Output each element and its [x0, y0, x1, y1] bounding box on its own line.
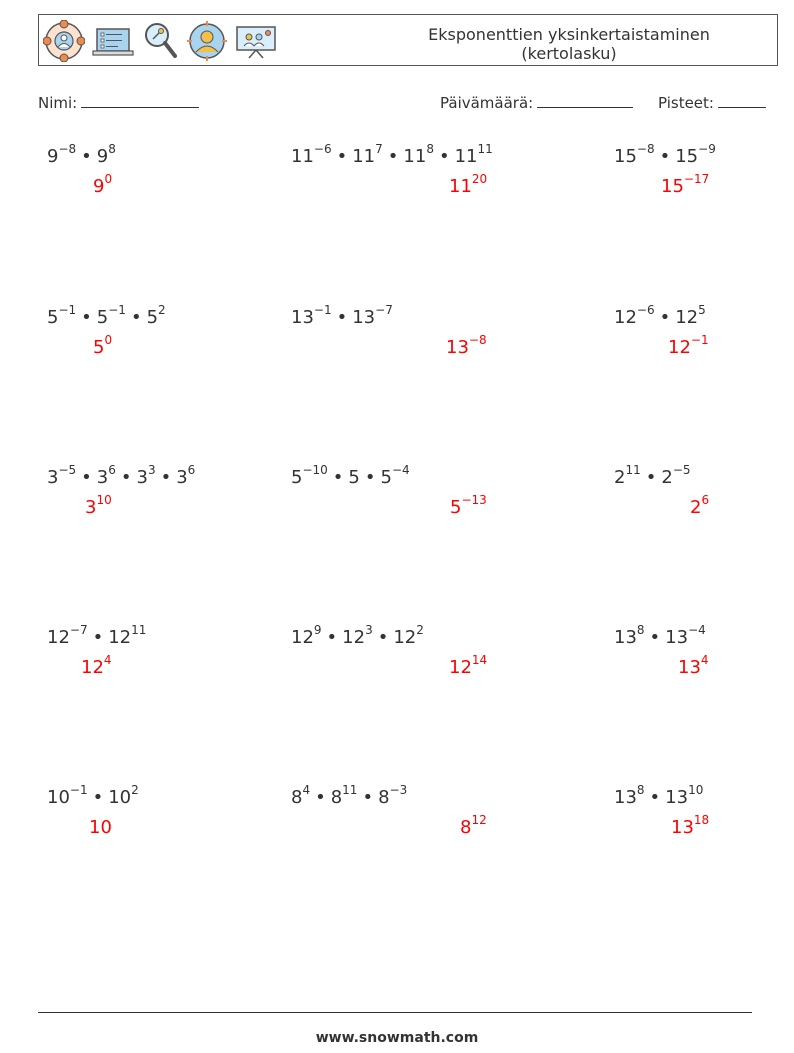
problem-expression — [614, 303, 706, 328]
base: 10 — [108, 787, 132, 808]
base: 5 — [380, 467, 392, 488]
answer-power — [93, 333, 113, 358]
answer-power — [449, 653, 488, 678]
exponent: 6 — [108, 463, 116, 477]
exponent: 8 — [636, 783, 645, 797]
exponent: 4 — [302, 783, 311, 797]
base: 5 — [348, 467, 360, 488]
multiply-dot: • — [362, 787, 374, 808]
score-label: Pisteet: — [658, 94, 714, 112]
power-term — [291, 783, 311, 808]
exponent: 9 — [313, 623, 322, 637]
presentation-board-icon — [235, 20, 277, 62]
power-term — [454, 142, 493, 167]
base: 10 — [47, 787, 70, 808]
base: 12 — [675, 307, 699, 328]
power-term — [47, 303, 77, 328]
exponent: 11 — [625, 463, 641, 477]
exponent: 8 — [426, 142, 434, 156]
base: 5 — [47, 307, 59, 328]
base: 8 — [330, 787, 343, 808]
power-term — [614, 783, 645, 808]
power-term — [393, 623, 424, 648]
multiply-dot: • — [332, 467, 344, 488]
base: 12 — [668, 337, 691, 358]
answer — [81, 653, 112, 678]
exponent: −1 — [690, 333, 709, 347]
multiply-dot: • — [649, 627, 661, 648]
exponent: −6 — [636, 303, 655, 317]
footer-divider — [38, 1012, 752, 1013]
exponent: −1 — [69, 783, 88, 797]
base: 3 — [136, 467, 148, 488]
base: 8 — [460, 817, 472, 838]
base: 12 — [81, 657, 104, 678]
worksheet-header — [38, 14, 778, 66]
answer-power — [690, 493, 710, 518]
exponent: −7 — [69, 623, 88, 637]
base: 2 — [661, 467, 673, 488]
base: 13 — [614, 627, 637, 648]
problem-expression — [291, 463, 410, 488]
exponent: 2 — [131, 783, 139, 797]
answer — [450, 493, 487, 518]
base: 13 — [614, 787, 637, 808]
multiply-dot: • — [377, 627, 389, 648]
base: 13 — [678, 657, 701, 678]
power-term — [378, 783, 408, 808]
problem-expression — [47, 463, 196, 488]
power-term — [176, 463, 196, 488]
name-field[interactable] — [38, 93, 199, 112]
name-blank[interactable] — [81, 93, 199, 108]
base: 13 — [446, 337, 469, 358]
multiply-dot: • — [92, 627, 104, 648]
exponent: −13 — [461, 493, 487, 507]
power-term — [96, 463, 116, 488]
exponent: −5 — [58, 463, 77, 477]
exponent: 11 — [342, 783, 358, 797]
base: 13 — [665, 787, 689, 808]
base: 3 — [47, 467, 59, 488]
exponent: 0 — [104, 333, 113, 347]
exponent: −8 — [468, 333, 487, 347]
power-term — [47, 623, 88, 648]
problem-expression — [47, 142, 116, 167]
answer-power — [449, 172, 488, 197]
problem-expression — [614, 783, 704, 808]
base: 13 — [291, 307, 314, 328]
answer-power — [450, 493, 487, 518]
base: 11 — [291, 146, 314, 167]
exponent: 0 — [104, 172, 113, 186]
answer-power — [661, 172, 710, 197]
exponent: 7 — [375, 142, 383, 156]
base: 12 — [47, 627, 70, 648]
answer — [661, 172, 710, 197]
base: 12 — [342, 627, 366, 648]
power-term — [108, 623, 147, 648]
exponent: −8 — [636, 142, 655, 156]
exponent: 2 — [158, 303, 166, 317]
answer-power — [668, 333, 709, 358]
exponent: −9 — [698, 142, 716, 156]
base: 11 — [454, 146, 478, 167]
answer — [446, 333, 487, 358]
magnifier-icon — [141, 20, 179, 62]
base: 10 — [89, 817, 112, 838]
answer-power — [671, 813, 710, 838]
power-term — [291, 142, 332, 167]
multiply-dot: • — [92, 787, 104, 808]
multiply-dot: • — [387, 146, 399, 167]
date-label: Päivämäärä: — [440, 94, 534, 112]
multiply-dot: • — [659, 146, 671, 167]
base: 3 — [176, 467, 188, 488]
answer — [449, 172, 488, 197]
base: 13 — [665, 627, 689, 648]
base: 12 — [449, 657, 472, 678]
multiply-dot: • — [130, 307, 142, 328]
answer — [671, 813, 710, 838]
exponent: 12 — [471, 813, 487, 827]
laptop-checklist-icon — [92, 20, 134, 62]
problem-expression — [614, 623, 706, 648]
exponent: 20 — [471, 172, 488, 186]
power-term — [47, 463, 77, 488]
problem-expression — [614, 463, 691, 488]
power-term — [342, 623, 373, 648]
multiply-dot: • — [364, 467, 376, 488]
base: 2 — [614, 467, 626, 488]
exponent: 11 — [131, 623, 147, 637]
exponent: −1 — [58, 303, 77, 317]
exponent: 10 — [96, 493, 112, 507]
exponent: 8 — [636, 623, 645, 637]
answer-power — [81, 653, 112, 678]
date-blank[interactable] — [537, 93, 633, 108]
power-term — [380, 463, 410, 488]
exponent: −3 — [389, 783, 408, 797]
answer-power — [446, 333, 487, 358]
base: 13 — [352, 307, 376, 328]
title-line-2: (kertolasku) — [521, 44, 617, 63]
power-term — [614, 303, 655, 328]
power-term — [291, 463, 328, 488]
exponent: 2 — [416, 623, 424, 637]
power-term — [675, 142, 716, 167]
base: 9 — [47, 146, 59, 167]
answer-power — [460, 813, 487, 838]
name-label: Nimi: — [38, 94, 78, 112]
power-term — [614, 463, 641, 488]
user-target-icon — [186, 20, 228, 62]
power-term — [675, 303, 706, 328]
exponent: 18 — [693, 813, 710, 827]
exponent: −10 — [302, 463, 328, 477]
score-field[interactable] — [658, 93, 766, 112]
power-term — [47, 142, 77, 167]
exponent: −5 — [672, 463, 691, 477]
base: 11 — [352, 146, 376, 167]
power-term — [348, 467, 359, 488]
power-term — [614, 142, 655, 167]
answer — [690, 493, 710, 518]
base: 12 — [393, 627, 417, 648]
header-icons — [43, 20, 277, 62]
problem-expression — [47, 623, 147, 648]
power-term — [352, 303, 393, 328]
base: 15 — [661, 176, 684, 197]
power-term — [352, 142, 383, 167]
power-term — [47, 783, 88, 808]
multiply-dot: • — [649, 787, 661, 808]
problem-expression — [47, 303, 166, 328]
multiply-dot: • — [645, 467, 657, 488]
base: 9 — [93, 176, 105, 197]
answer-power — [85, 493, 112, 518]
exponent: −8 — [58, 142, 77, 156]
problem-expression — [47, 783, 139, 808]
answer-power — [678, 653, 709, 678]
answer — [678, 653, 709, 678]
power-term — [665, 623, 706, 648]
exponent: 8 — [108, 142, 116, 156]
power-term — [614, 623, 645, 648]
multiply-dot: • — [438, 146, 450, 167]
answer-power — [93, 172, 113, 197]
base: 5 — [96, 307, 109, 328]
problem-expression — [291, 783, 408, 808]
base: 15 — [614, 146, 637, 167]
power-term — [661, 463, 691, 488]
multiply-dot: • — [659, 307, 671, 328]
exponent: −4 — [688, 623, 706, 637]
power-term — [136, 463, 156, 488]
exponent: −7 — [375, 303, 393, 317]
power-term — [291, 623, 322, 648]
exponent: −1 — [313, 303, 332, 317]
base: 12 — [614, 307, 637, 328]
exponent: 3 — [147, 463, 156, 477]
answer — [89, 817, 112, 838]
answer — [460, 813, 487, 838]
base: 11 — [449, 176, 472, 197]
answer-power — [89, 817, 112, 838]
power-term — [291, 303, 332, 328]
power-term — [665, 783, 704, 808]
base: 13 — [671, 817, 694, 838]
power-term — [96, 142, 116, 167]
exponent: 10 — [688, 783, 704, 797]
multiply-dot: • — [326, 627, 338, 648]
multiply-dot: • — [81, 146, 92, 167]
multiply-dot: • — [81, 467, 92, 488]
exponent: 11 — [477, 142, 493, 156]
exponent: −4 — [391, 463, 410, 477]
footer-site: www.snowmath.com — [315, 1030, 479, 1046]
base: 12 — [291, 627, 314, 648]
exponent: −6 — [313, 142, 332, 156]
exponent: 5 — [698, 303, 706, 317]
multiply-dot: • — [336, 146, 348, 167]
exponent: 14 — [471, 653, 488, 667]
date-field[interactable] — [440, 93, 633, 112]
power-term — [146, 303, 166, 328]
answer — [449, 653, 488, 678]
base: 2 — [690, 497, 702, 518]
power-term — [96, 303, 126, 328]
answer — [668, 333, 709, 358]
base: 5 — [291, 467, 303, 488]
exponent: 6 — [187, 463, 196, 477]
worksheet-title — [409, 25, 729, 63]
base: 3 — [96, 467, 109, 488]
base: 9 — [96, 146, 109, 167]
exponent: −17 — [683, 172, 710, 186]
power-term — [108, 783, 139, 808]
base: 8 — [291, 787, 303, 808]
base: 15 — [675, 146, 699, 167]
people-network-icon — [43, 20, 85, 62]
title-line-1: Eksponenttien yksinkertaistaminen — [428, 25, 710, 44]
multiply-dot: • — [336, 307, 348, 328]
problem-expression — [614, 142, 716, 167]
multiply-dot: • — [81, 307, 92, 328]
base: 5 — [93, 337, 105, 358]
multiply-dot: • — [315, 787, 326, 808]
score-blank[interactable] — [718, 93, 766, 108]
answer — [93, 333, 113, 358]
power-term — [403, 142, 434, 167]
power-term — [330, 783, 358, 808]
base: 8 — [378, 787, 390, 808]
problem-expression — [291, 142, 493, 167]
answer — [85, 493, 112, 518]
multiply-dot: • — [120, 467, 132, 488]
exponent: −1 — [108, 303, 126, 317]
base: 5 — [146, 307, 159, 328]
exponent: 4 — [103, 653, 112, 667]
base: 3 — [85, 497, 97, 518]
exponent: 3 — [365, 623, 373, 637]
exponent: 6 — [701, 493, 710, 507]
exponent: 4 — [700, 653, 709, 667]
problem-expression — [291, 303, 393, 328]
answer — [93, 172, 113, 197]
problem-expression — [291, 623, 424, 648]
base: 11 — [403, 146, 427, 167]
multiply-dot: • — [160, 467, 172, 488]
base: 5 — [450, 497, 462, 518]
base: 12 — [108, 627, 132, 648]
